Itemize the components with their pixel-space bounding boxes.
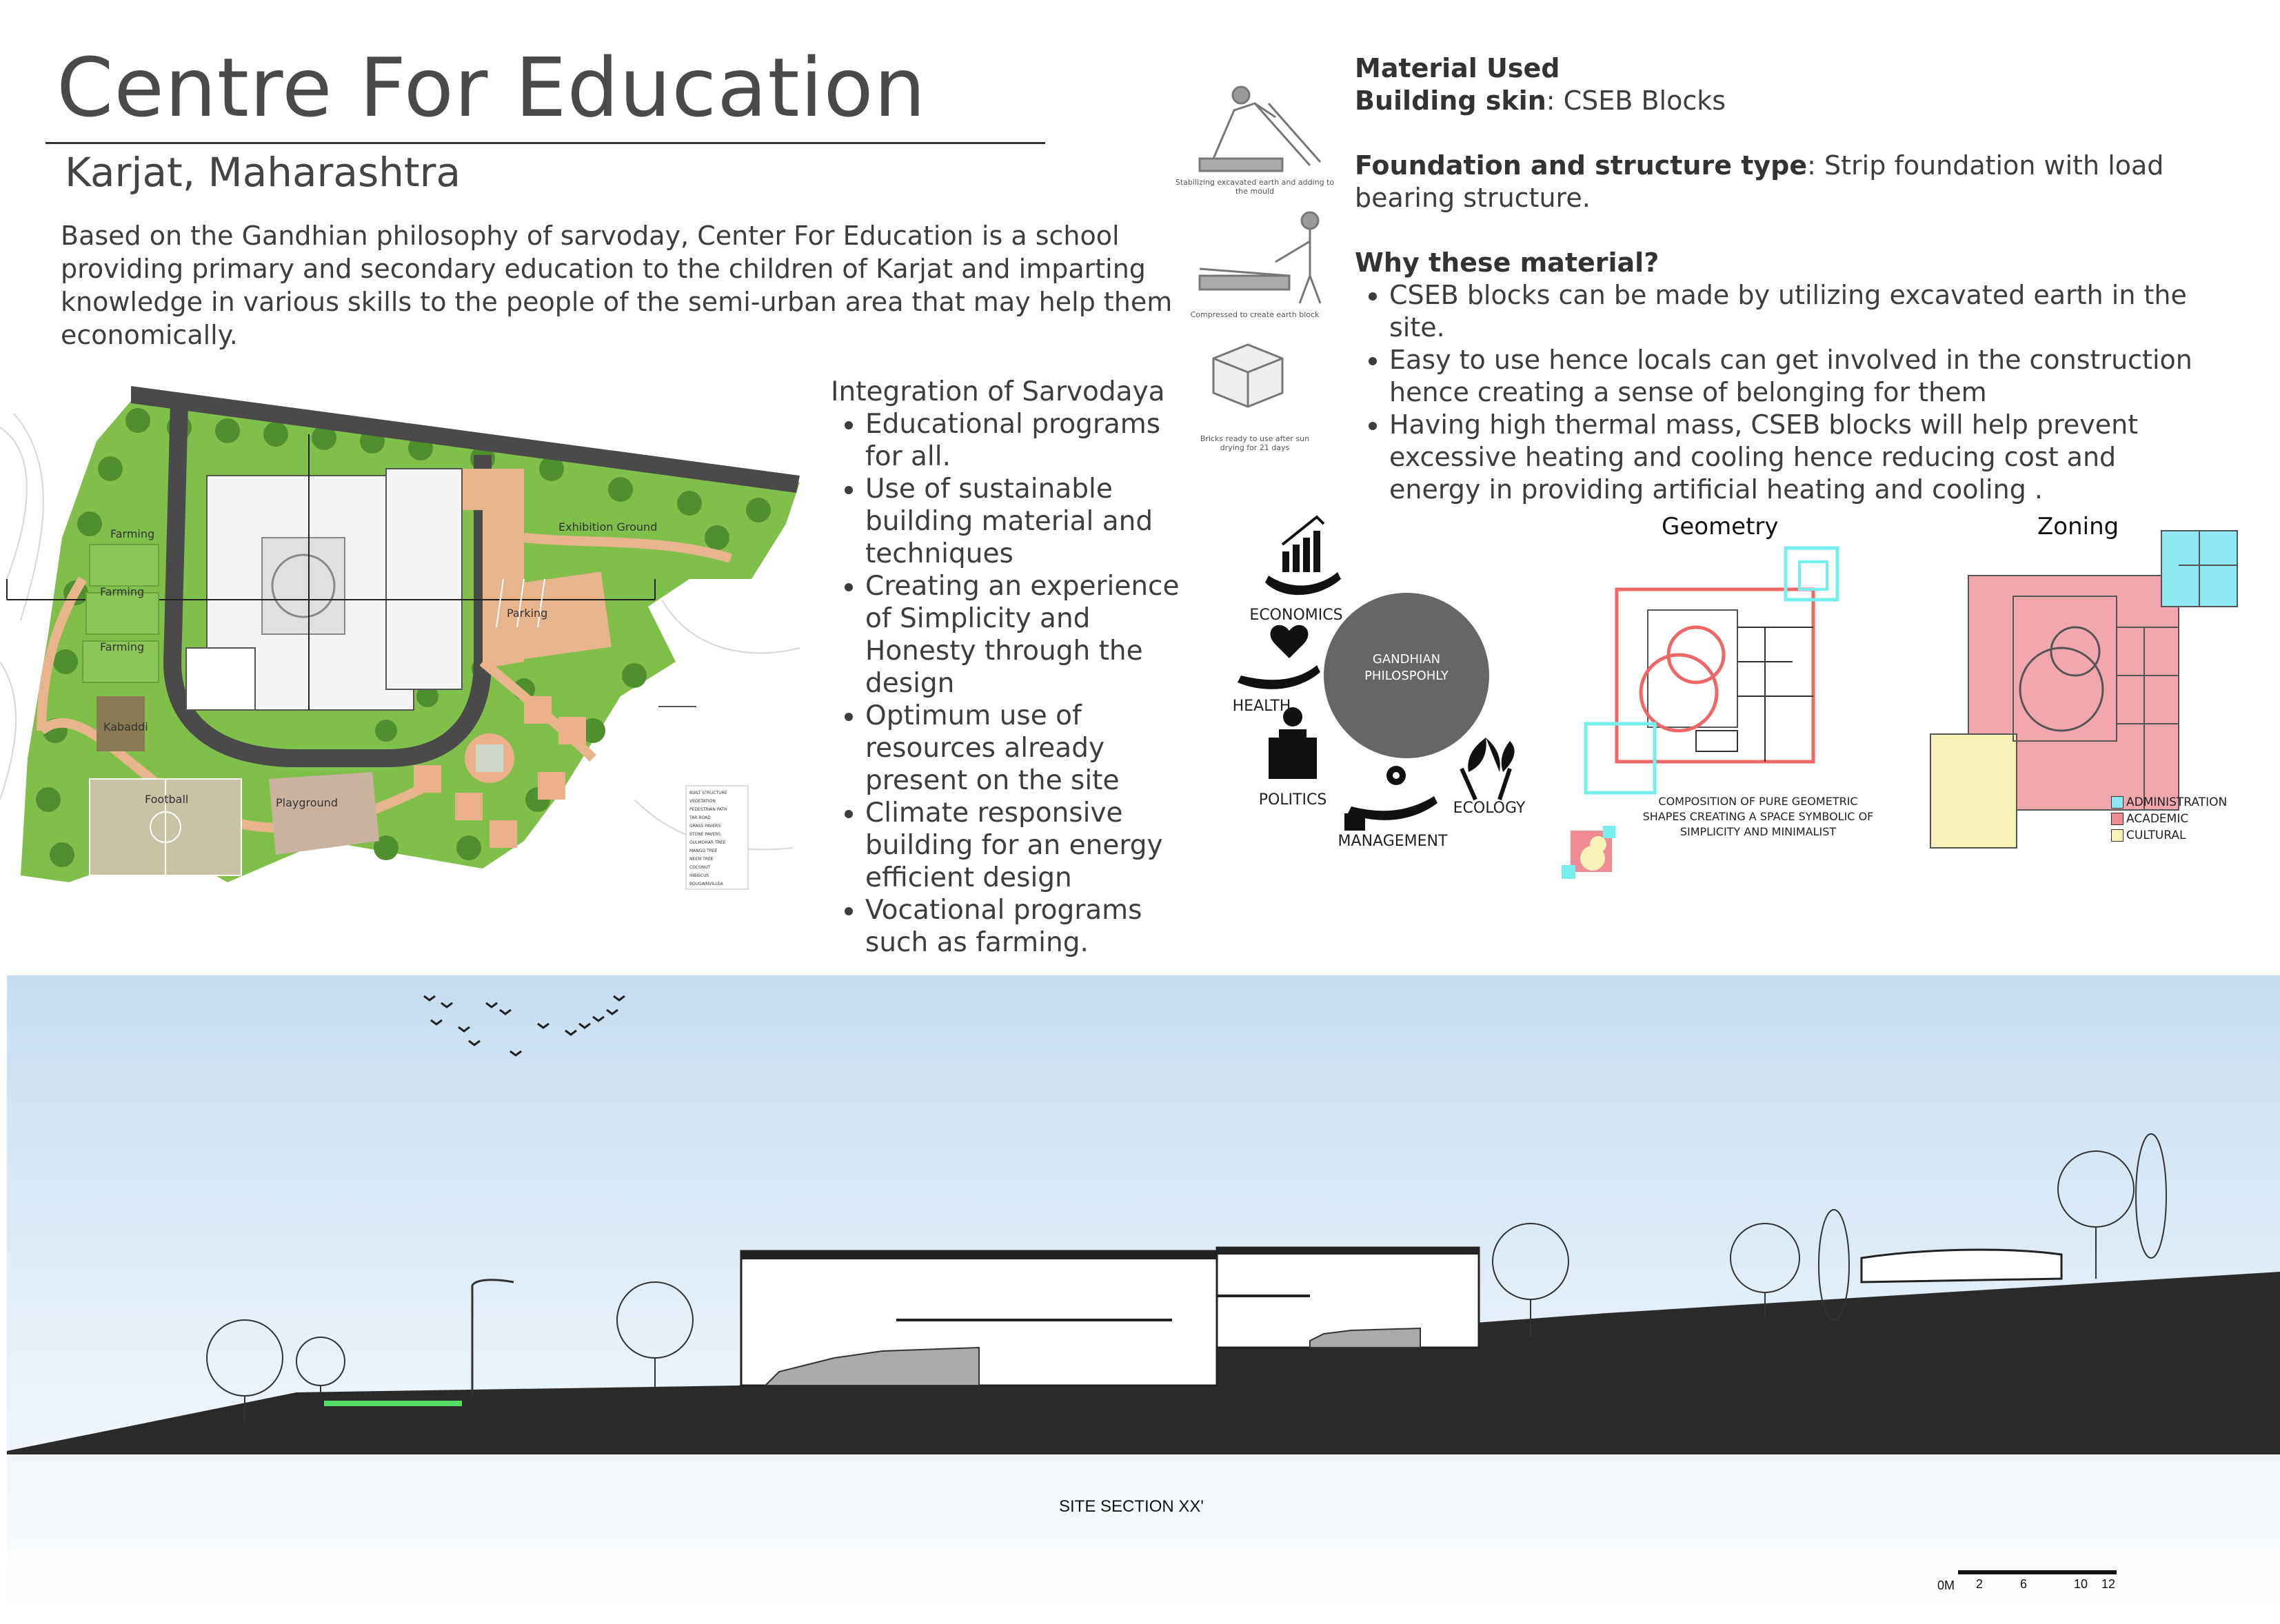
process-caption-2: Compressed to create earth block [1190, 310, 1320, 319]
cseb-sketch-icon [1172, 69, 1338, 462]
zoning-legend [2111, 794, 2227, 844]
materials-section [1355, 52, 2203, 506]
legend-item: GULMOHAR TREE [689, 840, 726, 845]
intro-paragraph: Based on the Gandhian philosophy of sarvoday, Center For Education is a school providing primary and secondary education to the children of Karjat and imparting knowledge in various skills to the people of the semi-urban area that may help them economically. [61, 221, 1173, 350]
list-item: • Educational programs for all. [865, 408, 1203, 473]
process-caption-1: Stabilizing excavated earth and adding to the mould [1175, 178, 1335, 196]
zoning-legend-item: CULTURAL [2111, 827, 2227, 844]
list-item: • Having high thermal mass, CSEB blocks will help prevent excessive heating and cooling hence reducing cost and energy in providing artificial heating and cooling . [1389, 409, 2203, 506]
page-title: Centre For Education [57, 40, 927, 135]
list-item: • Easy to use hence locals can get involved in the construction hence creating a sense of belonging for them [1389, 344, 2203, 409]
list-item: • Use of sustainable building material and techniques [865, 473, 1203, 570]
philosophy-item-management: MANAGEMENT [1338, 833, 1448, 850]
scale-tick-0: 0M [1937, 1579, 1955, 1592]
list-item: • Creating an experience of Simplicity and Honesty through the design [865, 570, 1203, 700]
foundation-label: Foundation and structure type [1355, 150, 1808, 181]
legend-item: COCONUT [689, 865, 711, 870]
site-label-kabaddi: Kabaddi [103, 720, 148, 733]
legend-item: MANGO TREE [689, 849, 718, 853]
site-label-parking: Parking [507, 607, 548, 620]
legend-item: GRASS PAVERS [689, 824, 721, 829]
sarvodaya-heading: Integration of Sarvodaya [831, 376, 1165, 407]
site-label-farming-1: Farming [110, 527, 155, 540]
swatch-cultural [2111, 829, 2123, 842]
sarvodaya-section [831, 376, 1203, 959]
title-divider [46, 142, 1045, 144]
management-icon [1344, 766, 1437, 831]
legend-item: VEGETATION [689, 799, 716, 804]
legend-item: STONE PAVERS [689, 832, 721, 837]
page-subtitle: Karjat, Maharashtra [65, 149, 461, 196]
foundation-value: : Strip foundation with load bearing structure. [1355, 150, 2164, 213]
legend-item: PEDESTRIAN PATH [689, 807, 727, 812]
geometry-diagram [1558, 538, 1862, 896]
philosophy-item-health: HEALTH [1232, 698, 1291, 715]
legend-item: BUILT STRUCTURE [689, 791, 727, 795]
site-label-farming-3: Farming [100, 640, 145, 653]
scale-tick-6: 6 [2020, 1577, 2028, 1591]
politics-icon [1269, 707, 1317, 779]
economics-icon [1265, 517, 1341, 595]
philosophy-diagram [1227, 510, 1544, 869]
zoning-legend-item: ADMINISTRATION [2111, 794, 2227, 811]
sarvodaya-list [831, 408, 1203, 959]
list-item: • Optimum use of resources already present on the site [865, 700, 1203, 797]
section-label: SITE SECTION XX' [1059, 1497, 1204, 1516]
philosophy-center-label: GANDHIAN PHILOSPOHLY [1364, 652, 1449, 683]
scale-bar [1937, 1570, 2123, 1598]
scale-tick-2: 2 [1976, 1577, 1984, 1591]
philosophy-item-economics: ECONOMICS [1249, 607, 1343, 624]
site-label-playground: Playground [276, 796, 338, 809]
list-item: • Vocational programs such as farming. [865, 894, 1203, 959]
legend-item: TAR ROAD [689, 815, 711, 820]
ecology-icon [1462, 738, 1515, 800]
site-label-exhibition: Exhibition Ground [558, 520, 658, 534]
swatch-administration [2111, 796, 2123, 809]
zoning-legend-item: ACADEMIC [2111, 811, 2227, 827]
scale-tick-12: 12 [2101, 1577, 2116, 1591]
scale-tick-10: 10 [2074, 1577, 2088, 1591]
why-list [1355, 279, 2203, 506]
legend-item: HIBISCUS [689, 873, 709, 878]
list-item: • Climate responsive building for an energy efficient design [865, 797, 1203, 894]
why-heading: Why these material? [1355, 247, 1659, 278]
site-label-farming-2: Farming [100, 585, 145, 598]
materials-heading: Material Used [1355, 53, 1560, 83]
zoning-heading: Zoning [2037, 513, 2119, 540]
legend-item: NEEM TREE [689, 857, 714, 862]
health-icon [1238, 625, 1320, 689]
site-label-football: Football [145, 793, 189, 806]
scale-bar-line [1958, 1570, 2117, 1574]
philosophy-item-politics: POLITICS [1258, 791, 1327, 809]
legend-item: BOUGAINVILLEA [689, 882, 723, 886]
site-plan [0, 372, 827, 917]
philosophy-item-ecology: ECOLOGY [1453, 800, 1526, 817]
swatch-academic [2111, 813, 2123, 825]
geometry-caption: COMPOSITION OF PURE GEOMETRIC SHAPES CREATING A SPACE SYMBOLIC OF SIMPLICITY AND MINIMALIST [1642, 795, 1874, 838]
geometry-heading: Geometry [1662, 513, 1779, 540]
skin-label: Building skin [1355, 85, 1546, 116]
list-item: • CSEB blocks can be made by utilizing excavated earth in the site. [1389, 279, 2203, 344]
process-caption-3: Bricks ready to use after sun drying for 21 days [1200, 434, 1310, 452]
skin-value: : CSEB Blocks [1546, 85, 1726, 116]
cseb-process-illustration [1172, 69, 1338, 462]
